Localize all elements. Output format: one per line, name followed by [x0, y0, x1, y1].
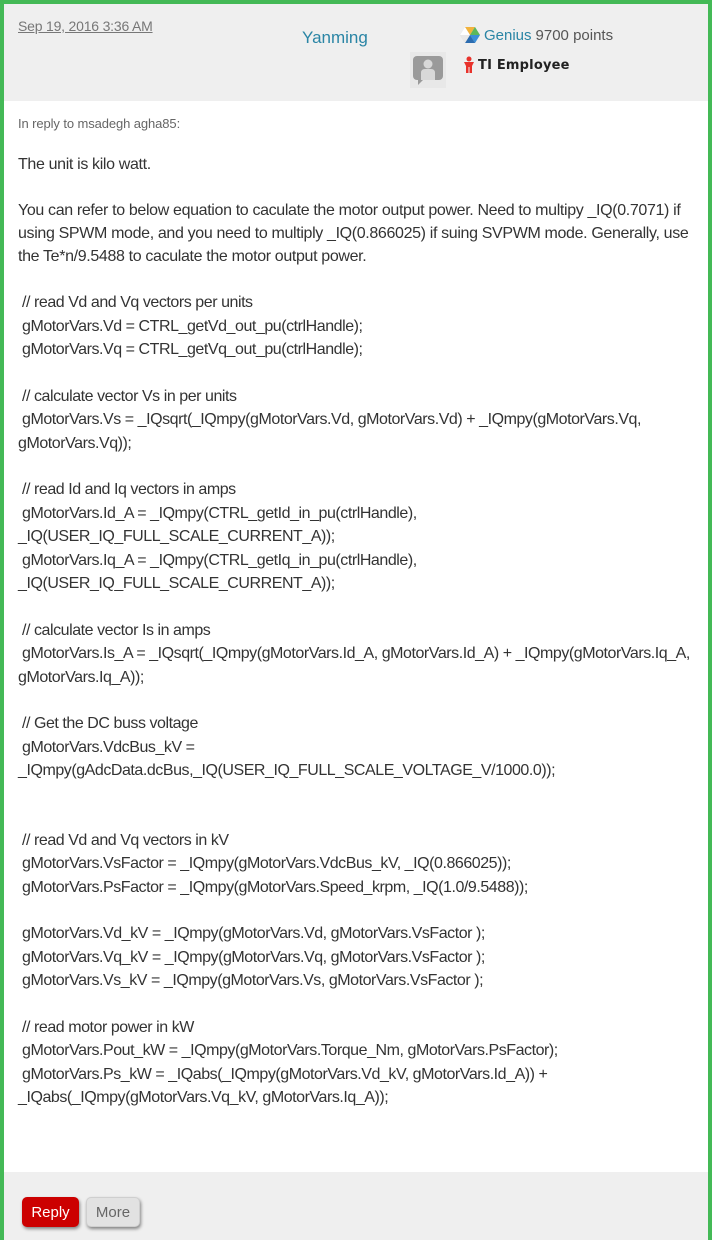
- post-date-link[interactable]: Sep 19, 2016 3:36 AM: [18, 18, 153, 34]
- code-line: gMotorVars.Vs_kV = _IQmpy(gMotorVars.Vs, gMotorVars.VsFactor );: [18, 972, 484, 989]
- code-block: [18, 619, 698, 690]
- code-line: gMotorVars.VdcBus_kV = _IQmpy(gAdcData.dcBus,_IQ(USER_IQ_FULL_SCALE_VOLTAGE_V/1000.0));: [18, 738, 556, 779]
- code-line: // Get the DC buss voltage: [18, 715, 198, 732]
- genius-badge-icon: [460, 26, 480, 44]
- code-line: gMotorVars.Id_A = _IQmpy(CTRL_getId_in_pu(ctrlHandle), _IQ(USER_IQ_FULL_SCALE_CURRENT_A));: [18, 504, 421, 545]
- code-block: [18, 385, 698, 456]
- code-line: gMotorVars.PsFactor = _IQmpy(gMotorVars.Speed_krpm, _IQ(1.0/9.5488));: [18, 878, 528, 896]
- avatar[interactable]: [410, 52, 446, 88]
- code-line: gMotorVars.Is_A = _IQsqrt(_IQmpy(gMotorVars.Id_A, gMotorVars.Id_A) + _IQmpy(gMotorVars.Iq_A, gMotorVars.Iq_A));: [18, 645, 694, 686]
- code-block: [18, 478, 698, 596]
- code-line: gMotorVars.Pout_kW = _IQmpy(gMotorVars.Torque_Nm, gMotorVars.PsFactor);: [18, 1042, 558, 1059]
- code-line: gMotorVars.Vs = _IQsqrt(_IQmpy(gMotorVars.Vd, gMotorVars.Vd) + _IQmpy(gMotorVars.Vq, gMotorVars.Vq));: [18, 411, 646, 452]
- author-name-link[interactable]: Yanming: [302, 28, 368, 47]
- code-block: [18, 829, 698, 900]
- code-block: [18, 1016, 698, 1110]
- code-line: gMotorVars.VsFactor = _IQmpy(gMotorVars.VdcBus_kV, _IQ(0.866025));: [18, 855, 511, 872]
- code-line: gMotorVars.Vq_kV = _IQmpy(gMotorVars.Vq, gMotorVars.VsFactor );: [18, 948, 485, 966]
- employee-badge: [464, 56, 570, 74]
- post-body: [18, 116, 698, 1110]
- rank-link[interactable]: Genius: [484, 26, 532, 44]
- body-paragraph: You can refer to below equation to caculate the motor output power. Need to multipy _IQ(0.7071) if using SPWM mode, and you need to multiply _IQ(0.866025) if suing SVPWM mode. Generally, use the Te*n/9.5488 to caculate the motor output power.: [18, 202, 689, 265]
- reply-button[interactable]: Reply: [22, 1197, 79, 1227]
- code-line: gMotorVars.Iq_A = _IQmpy(CTRL_getIq_in_pu(ctrlHandle), _IQ(USER_IQ_FULL_SCALE_CURRENT_A));: [18, 551, 421, 592]
- code-block: [18, 291, 698, 362]
- code-block: [18, 922, 698, 993]
- points-count: 9700 points: [535, 26, 614, 44]
- code-line: gMotorVars.Vq = CTRL_getVq_out_pu(ctrlHandle);: [18, 341, 363, 358]
- more-button[interactable]: More: [86, 1197, 140, 1227]
- code-line: gMotorVars.Vd_kV = _IQmpy(gMotorVars.Vd, gMotorVars.VsFactor );: [18, 925, 485, 942]
- default-avatar-icon: [410, 52, 446, 88]
- code-block: [18, 712, 698, 783]
- rank-info: [460, 26, 613, 44]
- employee-badge-label: TI Employee: [478, 57, 570, 73]
- code-line: // read Id and Iq vectors in amps: [18, 481, 236, 498]
- code-line: // calculate vector Is in amps: [18, 621, 211, 639]
- code-line: // calculate vector Vs in per units: [18, 387, 237, 405]
- code-line: gMotorVars.Ps_kW = _IQabs(_IQmpy(gMotorVars.Vd_kV, gMotorVars.Id_A)) + _IQabs(_IQmpy(gMotorVars.Vq_kV, gMotorVars.Iq_A));: [18, 1065, 552, 1106]
- post-header: [4, 4, 708, 101]
- ti-employee-icon: [464, 56, 474, 74]
- body-paragraph: The unit is kilo watt.: [18, 156, 151, 173]
- code-line: gMotorVars.Vd = CTRL_getVd_out_pu(ctrlHandle);: [18, 317, 363, 335]
- code-line: // read motor power in kW: [18, 1018, 194, 1036]
- code-line: // read Vd and Vq vectors in kV: [18, 831, 229, 849]
- reply-to-label: In reply to msadegh agha85:: [18, 116, 181, 131]
- code-line: // read Vd and Vq vectors per units: [18, 294, 253, 311]
